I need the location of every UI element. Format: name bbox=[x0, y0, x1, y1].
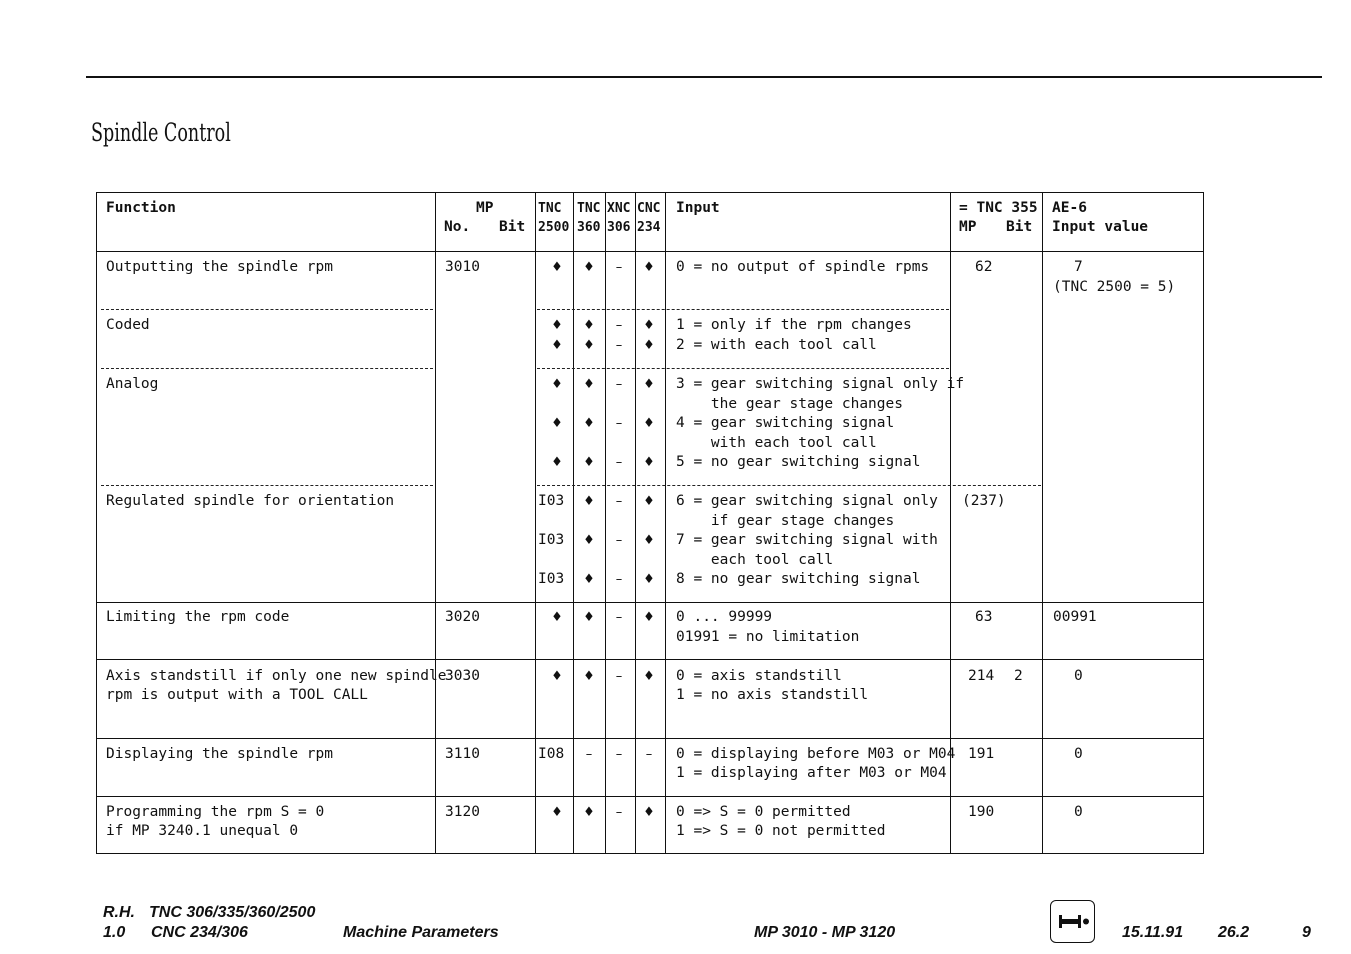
cnc234-mark: ♦ bbox=[643, 494, 655, 509]
header-xnc306-top: XNC bbox=[607, 201, 631, 216]
tnc360-mark: ♦ bbox=[583, 416, 595, 431]
header-tnc2500-bottom: 2500 bbox=[538, 220, 570, 235]
function-cell: Coded bbox=[106, 317, 150, 333]
tnc2500-value: I03 bbox=[538, 571, 565, 587]
footer-section: Machine Parameters bbox=[343, 924, 499, 941]
input-cell: 0 = axis standstill bbox=[676, 668, 842, 684]
function-cell: Programming the rpm S = 0 bbox=[106, 804, 325, 820]
input-cell: 1 = no axis standstill bbox=[676, 687, 869, 703]
function-cell: rpm is output with a TOOL CALL bbox=[106, 687, 368, 703]
row-divider bbox=[97, 602, 1203, 603]
input-cell: if gear stage changes bbox=[676, 513, 895, 529]
top-rule bbox=[86, 76, 1322, 78]
tnc355-mp: 62 bbox=[975, 259, 993, 275]
xnc306-mark: – bbox=[615, 318, 623, 333]
function-cell: Outputting the spindle rpm bbox=[106, 259, 333, 275]
cnc234-mark: ♦ bbox=[643, 455, 655, 470]
xnc306-mark: – bbox=[615, 455, 623, 470]
header-xnc306-bottom: 306 bbox=[607, 220, 631, 235]
tnc2500-mark: ♦ bbox=[551, 669, 563, 684]
tnc2500-value: I03 bbox=[538, 493, 565, 509]
ae6-value: 0 bbox=[1074, 668, 1083, 684]
tnc360-mark: ♦ bbox=[583, 533, 595, 548]
ae6-value: 00991 bbox=[1053, 609, 1097, 625]
input-cell: 1 = only if the rpm changes bbox=[676, 317, 912, 333]
col-divider bbox=[1042, 193, 1043, 853]
dashed-divider bbox=[537, 368, 949, 369]
dashed-divider bbox=[101, 309, 433, 310]
tnc360-mark: ♦ bbox=[583, 669, 595, 684]
header-mp-no: No. bbox=[444, 219, 471, 235]
input-cell: 6 = gear switching signal only bbox=[676, 493, 938, 509]
input-cell: 0 = no output of spindle rpms bbox=[676, 259, 930, 275]
header-mp: MP bbox=[476, 200, 494, 216]
footer-date: 15.11.91 bbox=[1122, 924, 1184, 941]
ae6-value: 7 bbox=[1074, 259, 1083, 275]
cnc234-mark: – bbox=[645, 747, 653, 762]
mp-number: 3110 bbox=[445, 746, 480, 762]
header-ae6-input-value: Input value bbox=[1052, 219, 1149, 235]
tnc360-mark: ♦ bbox=[583, 260, 595, 275]
input-cell: 4 = gear switching signal bbox=[676, 415, 895, 431]
input-cell: 3 = gear switching signal only if bbox=[676, 376, 965, 392]
footer-models-2: CNC 234/306 bbox=[151, 924, 248, 941]
header-mp-bit: Bit bbox=[499, 219, 526, 235]
function-cell: Analog bbox=[106, 376, 159, 392]
mp-number: 3120 bbox=[445, 804, 480, 820]
header-function: Function bbox=[106, 200, 176, 216]
tnc355-mp: 191 bbox=[968, 746, 995, 762]
tnc2500-mark: ♦ bbox=[551, 610, 563, 625]
header-cnc234-top: CNC bbox=[637, 201, 661, 216]
input-cell: 0 ... 99999 bbox=[676, 609, 773, 625]
xnc306-mark: – bbox=[615, 260, 623, 275]
tnc2500-value: I08 bbox=[538, 746, 565, 762]
page-title: Spindle Control bbox=[91, 118, 231, 147]
dashed-divider bbox=[537, 309, 949, 310]
cnc234-mark: ♦ bbox=[643, 416, 655, 431]
tnc360-mark: ♦ bbox=[583, 610, 595, 625]
xnc306-mark: – bbox=[615, 805, 623, 820]
footer-models: TNC 306/335/360/2500 bbox=[149, 904, 316, 921]
input-cell: with each tool call bbox=[676, 435, 877, 451]
input-cell: 7 = gear switching signal with bbox=[676, 532, 938, 548]
cnc234-mark: ♦ bbox=[643, 338, 655, 353]
tnc2500-mark: ♦ bbox=[551, 377, 563, 392]
header-tnc355-bit: Bit bbox=[1006, 219, 1033, 235]
col-divider bbox=[435, 193, 436, 853]
footer-chapter: 26.2 bbox=[1218, 924, 1250, 941]
footer-range: MP 3010 - MP 3120 bbox=[754, 924, 896, 941]
function-cell: Limiting the rpm code bbox=[106, 609, 290, 625]
tnc360-mark: ♦ bbox=[583, 455, 595, 470]
ae6-value: 0 bbox=[1074, 746, 1083, 762]
xnc306-mark: – bbox=[615, 533, 623, 548]
tnc360-mark: ♦ bbox=[583, 377, 595, 392]
header-cnc234-bottom: 234 bbox=[637, 220, 661, 235]
heidenhain-logo bbox=[1050, 900, 1095, 943]
xnc306-mark: – bbox=[615, 377, 623, 392]
input-cell: 2 = with each tool call bbox=[676, 337, 877, 353]
cnc234-mark: ♦ bbox=[643, 669, 655, 684]
input-cell: 0 => S = 0 permitted bbox=[676, 804, 851, 820]
function-cell: Axis standstill if only one new spindle bbox=[106, 668, 447, 684]
input-cell: each tool call bbox=[676, 552, 834, 568]
header-input: Input bbox=[676, 200, 720, 216]
xnc306-mark: – bbox=[615, 747, 623, 762]
header-tnc355: = TNC 355 bbox=[959, 200, 1038, 216]
xnc306-mark: – bbox=[615, 610, 623, 625]
input-cell: 1 => S = 0 not permitted bbox=[676, 823, 886, 839]
tnc360-mark: – bbox=[585, 747, 593, 762]
mp-number: 3010 bbox=[445, 259, 480, 275]
header-tnc355-mp: MP bbox=[959, 219, 977, 235]
xnc306-mark: – bbox=[615, 494, 623, 509]
tnc2500-mark: ♦ bbox=[551, 318, 563, 333]
footer-page-number: 9 bbox=[1302, 924, 1311, 941]
header-ae6: AE-6 bbox=[1052, 200, 1087, 216]
tnc2500-mark: ♦ bbox=[551, 805, 563, 820]
cnc234-mark: ♦ bbox=[643, 260, 655, 275]
xnc306-mark: – bbox=[615, 338, 623, 353]
col-divider bbox=[535, 193, 536, 853]
row-divider bbox=[97, 796, 1203, 797]
dashed-divider bbox=[101, 485, 433, 486]
tnc355-mp: 190 bbox=[968, 804, 995, 820]
xnc306-mark: – bbox=[615, 416, 623, 431]
header-tnc2500-top: TNC bbox=[538, 201, 562, 216]
tnc355-bit: 2 bbox=[1014, 668, 1023, 684]
tnc360-mark: ♦ bbox=[583, 572, 595, 587]
tnc2500-value: I03 bbox=[538, 532, 565, 548]
tnc2500-mark: ♦ bbox=[551, 338, 563, 353]
function-cell: Regulated spindle for orientation bbox=[106, 493, 395, 509]
dashed-divider bbox=[101, 368, 433, 369]
header-tnc360-bottom: 360 bbox=[577, 220, 601, 235]
function-cell: Displaying the spindle rpm bbox=[106, 746, 333, 762]
footer-version: 1.0 bbox=[103, 924, 126, 941]
cnc234-mark: ♦ bbox=[643, 533, 655, 548]
input-cell: 1 = displaying after M03 or M04 bbox=[676, 765, 947, 781]
tnc2500-mark: ♦ bbox=[551, 455, 563, 470]
ae6-value: 0 bbox=[1074, 804, 1083, 820]
dashed-divider bbox=[537, 485, 1041, 486]
input-cell: the gear stage changes bbox=[676, 396, 903, 412]
tnc360-mark: ♦ bbox=[583, 805, 595, 820]
cnc234-mark: ♦ bbox=[643, 805, 655, 820]
row-divider bbox=[97, 251, 1203, 252]
input-cell: 8 = no gear switching signal bbox=[676, 571, 921, 587]
footer-author: R.H. bbox=[103, 904, 135, 921]
tnc355-mp: (237) bbox=[962, 493, 1006, 509]
tnc2500-mark: ♦ bbox=[551, 260, 563, 275]
xnc306-mark: – bbox=[615, 572, 623, 587]
xnc306-mark: – bbox=[615, 669, 623, 684]
row-divider bbox=[97, 738, 1203, 739]
mp-number: 3030 bbox=[445, 668, 480, 684]
tnc355-mp: 214 bbox=[968, 668, 995, 684]
cnc234-mark: ♦ bbox=[643, 572, 655, 587]
tnc355-mp: 63 bbox=[975, 609, 993, 625]
cnc234-mark: ♦ bbox=[643, 377, 655, 392]
tnc360-mark: ♦ bbox=[583, 338, 595, 353]
tnc360-mark: ♦ bbox=[583, 318, 595, 333]
cnc234-mark: ♦ bbox=[643, 318, 655, 333]
input-cell: 0 = displaying before M03 or M04 bbox=[676, 746, 956, 762]
cnc234-mark: ♦ bbox=[643, 610, 655, 625]
input-cell: 01991 = no limitation bbox=[676, 629, 860, 645]
mp-number: 3020 bbox=[445, 609, 480, 625]
tnc2500-mark: ♦ bbox=[551, 416, 563, 431]
function-cell: if MP 3240.1 unequal 0 bbox=[106, 823, 299, 839]
input-cell: 5 = no gear switching signal bbox=[676, 454, 921, 470]
ae6-note: (TNC 2500 = 5) bbox=[1053, 279, 1176, 295]
header-tnc360-top: TNC bbox=[577, 201, 601, 216]
tnc360-mark: ♦ bbox=[583, 494, 595, 509]
heidenhain-logo-icon bbox=[1051, 901, 1093, 941]
row-divider bbox=[97, 659, 1203, 660]
